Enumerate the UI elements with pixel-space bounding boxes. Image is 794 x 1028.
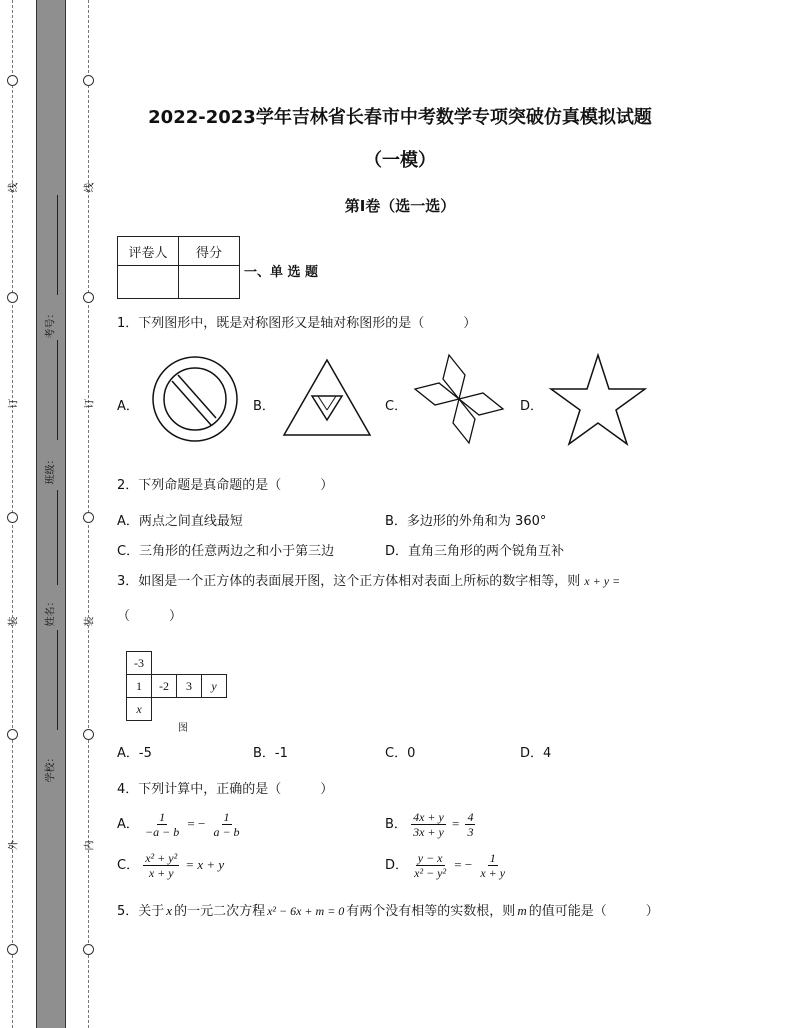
q4-a-fraction-1: $\frac{1}{-a - b}$	[145, 810, 180, 839]
q1-option-d-label: D．	[520, 399, 544, 414]
q2-option-a: A．两点之间直线最短	[117, 514, 243, 529]
class-line[interactable]	[57, 340, 58, 440]
name-line[interactable]	[57, 490, 58, 585]
q4-c-label: C．	[117, 858, 140, 873]
binding-hole	[83, 944, 94, 955]
star-figure	[548, 353, 648, 447]
q5-post: 的值可能是（ ）	[528, 904, 659, 919]
binding-hole	[83, 292, 94, 303]
q5-mid1: 的一元二次方程	[174, 904, 266, 919]
q4-d-equals: = −	[454, 857, 473, 872]
q3-answer-paren: （ ）	[117, 609, 183, 624]
question-5-stem	[117, 900, 659, 919]
q5-mid2: 有两个没有相等的实数根，则	[346, 904, 516, 919]
q2-option-b: B．多边形的外角和为 360°	[385, 514, 547, 529]
q2-option-c: C．三角形的任意两边之和小于第三边	[117, 544, 335, 559]
class-label: 班级：	[45, 454, 57, 485]
cube-net-cell: y	[202, 675, 227, 698]
binding-hole	[83, 729, 94, 740]
q4-option-b	[385, 810, 475, 839]
q3-stem-text: 3．如图是一个正方体的表面展开图，这个正方体相对表面上所标的数字相等，则	[117, 574, 581, 589]
q4-d-fraction-2: $\frac{1}{x + y}$	[480, 851, 506, 880]
exam-title: 2022-2023学年吉林省长春市中考数学专项突破仿真模拟试题	[148, 107, 652, 128]
q2-option-d: D．直角三角形的两个锐角互补	[385, 544, 565, 559]
q4-b-fraction-1: $\frac{4x + y}{3x + y}$	[413, 810, 444, 839]
section-heading: 一、单 选 题	[244, 265, 319, 280]
q4-c-fraction-1: $\frac{\text{x² + y²}}{x + y}$	[145, 851, 178, 880]
q4-b-label: B．	[385, 817, 407, 832]
q4-b-equals: =	[451, 816, 460, 831]
q4-a-equals: = −	[187, 816, 206, 831]
cube-net-cell: x	[127, 698, 152, 721]
q3-stem-math: x + y =	[584, 574, 621, 588]
q4-a-fraction-2: $\frac{1}{a - b}$	[213, 810, 240, 839]
margin-char-ding-inner: 订	[84, 398, 96, 409]
binding-hole	[7, 944, 18, 955]
binding-hole	[7, 729, 18, 740]
binding-hole	[83, 75, 94, 86]
volume-heading: 第I卷（选一选）	[344, 197, 456, 215]
q3-option-b: B．-1	[253, 746, 288, 761]
q4-option-c	[117, 851, 226, 880]
figure-caption: 图	[178, 723, 188, 734]
q4-d-label: D．	[385, 858, 409, 873]
exam-title-line2: （一模）	[364, 150, 436, 171]
cube-net-cell: 3	[177, 675, 202, 698]
binding-hole	[7, 292, 18, 303]
binding-hole	[7, 75, 18, 86]
score-cell[interactable]	[179, 266, 240, 299]
q4-d-fraction-1: $\frac{y - x}{\text{x² − y²}}$	[414, 851, 447, 880]
q4-option-d	[385, 851, 507, 880]
cube-net-cell: -2	[152, 675, 177, 698]
q5-var-m: m	[517, 903, 527, 918]
q5-var-x: x	[166, 903, 173, 918]
q4-c-equals: = x + y	[185, 857, 225, 872]
margin-char-xian-outer: 线	[8, 182, 20, 193]
margin-char-zhuang-outer: 装	[8, 616, 20, 627]
margin-char-ding-outer: 订	[8, 398, 20, 409]
q1-option-c-label: C．	[385, 399, 408, 414]
nested-triangle-figure	[282, 358, 372, 438]
q4-option-a	[117, 810, 242, 839]
q1-option-a-label: A．	[117, 399, 139, 414]
question-4-stem: 4．下列计算中，正确的是（ ）	[117, 782, 334, 797]
score-table-grader-header: 评卷人	[118, 237, 179, 266]
school-label: 学校：	[45, 752, 57, 783]
margin-char-nei: 内	[84, 840, 96, 851]
binding-strip	[36, 0, 66, 1028]
score-table-score-header: 得分	[179, 237, 240, 266]
binding-hole	[7, 512, 18, 523]
grader-cell[interactable]	[118, 266, 179, 299]
margin-char-zhuang-inner: 装	[84, 616, 96, 627]
q3-option-c: C．0	[385, 746, 416, 761]
binding-hole	[83, 512, 94, 523]
question-2-stem: 2．下列命题是真命题的是（ ）	[117, 478, 334, 493]
name-label: 姓名：	[45, 596, 57, 627]
q4-a-label: A．	[117, 817, 139, 832]
question-3-stem	[117, 570, 620, 589]
q1-option-b-label: B．	[253, 399, 275, 414]
no-entry-sign-figure	[150, 353, 240, 445]
exam-number-line[interactable]	[57, 195, 58, 295]
cube-net-cell: 1	[127, 675, 152, 698]
q3-option-a: A．-5	[117, 746, 152, 761]
question-1-stem: 1．下列图形中，既是对称图形又是轴对称图形的是（ ）	[117, 316, 477, 331]
cube-net-cell: -3	[127, 652, 152, 675]
q5-equation: x² − 6x + m = 0	[267, 904, 345, 918]
exam-number-label: 考号：	[45, 308, 57, 339]
margin-char-xian-inner: 线	[84, 182, 96, 193]
q5-pre: 5．关于	[117, 904, 165, 919]
school-line[interactable]	[57, 630, 58, 730]
margin-char-wai: 外	[8, 840, 20, 851]
q4-b-fraction-2: $\frac{4}{3}$	[467, 810, 474, 839]
cube-net	[126, 651, 227, 721]
pinwheel-figure	[413, 353, 505, 445]
q3-option-d: D．4	[520, 746, 552, 761]
score-table	[117, 236, 240, 299]
